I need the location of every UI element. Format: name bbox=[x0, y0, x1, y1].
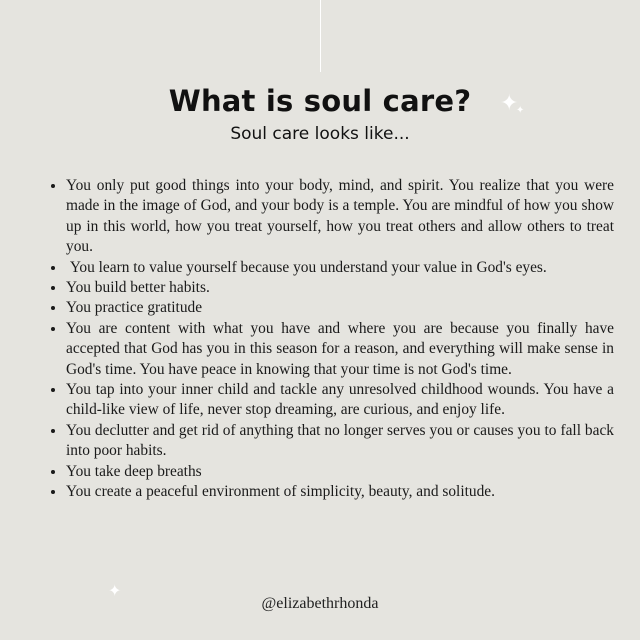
list-item: • You take deep breaths bbox=[66, 462, 614, 482]
sparkle-icon: ✦ bbox=[516, 105, 525, 116]
page-subtitle: Soul care looks like... bbox=[230, 124, 410, 144]
list-item: • You create a peaceful environment of simplicity, beauty, and solitude. bbox=[66, 482, 614, 502]
sparkle-icon: ✦ bbox=[500, 90, 519, 115]
list-item: • You learn to value yourself because you understand your value in God's eyes. bbox=[66, 258, 614, 278]
list-item: • You build better habits. bbox=[66, 278, 614, 298]
decorative-top-line bbox=[320, 0, 321, 72]
sparkle-icon: ✦ bbox=[108, 583, 122, 600]
author-handle: @elizabethrhonda bbox=[261, 595, 379, 612]
list-item: • You are content with what you have and where you are because you finally have accepted that God has you in this season for a reason, and everything will make sense in God's time. You have peace in knowing that your time is not God's time. bbox=[66, 319, 614, 380]
list-item: • You only put good things into your body, mind, and spirit. You realize that you were made in the image of God, and your body is a temple. You are mindful of how you show up in this world, how you treat yourself, how you treat others and allow others to treat you. bbox=[66, 176, 614, 258]
list-item: • You tap into your inner child and tackle any unresolved childhood wounds. You have a child-like view of life, never stop dreaming, are curious, and enjoy life. bbox=[66, 380, 614, 421]
page-title: What is soul care? bbox=[168, 84, 472, 118]
soul-care-list bbox=[48, 176, 614, 503]
list-item: • You declutter and get rid of anything that no longer serves you or causes you to fall back into poor habits. bbox=[66, 421, 614, 462]
list-item: • You practice gratitude bbox=[66, 298, 614, 318]
